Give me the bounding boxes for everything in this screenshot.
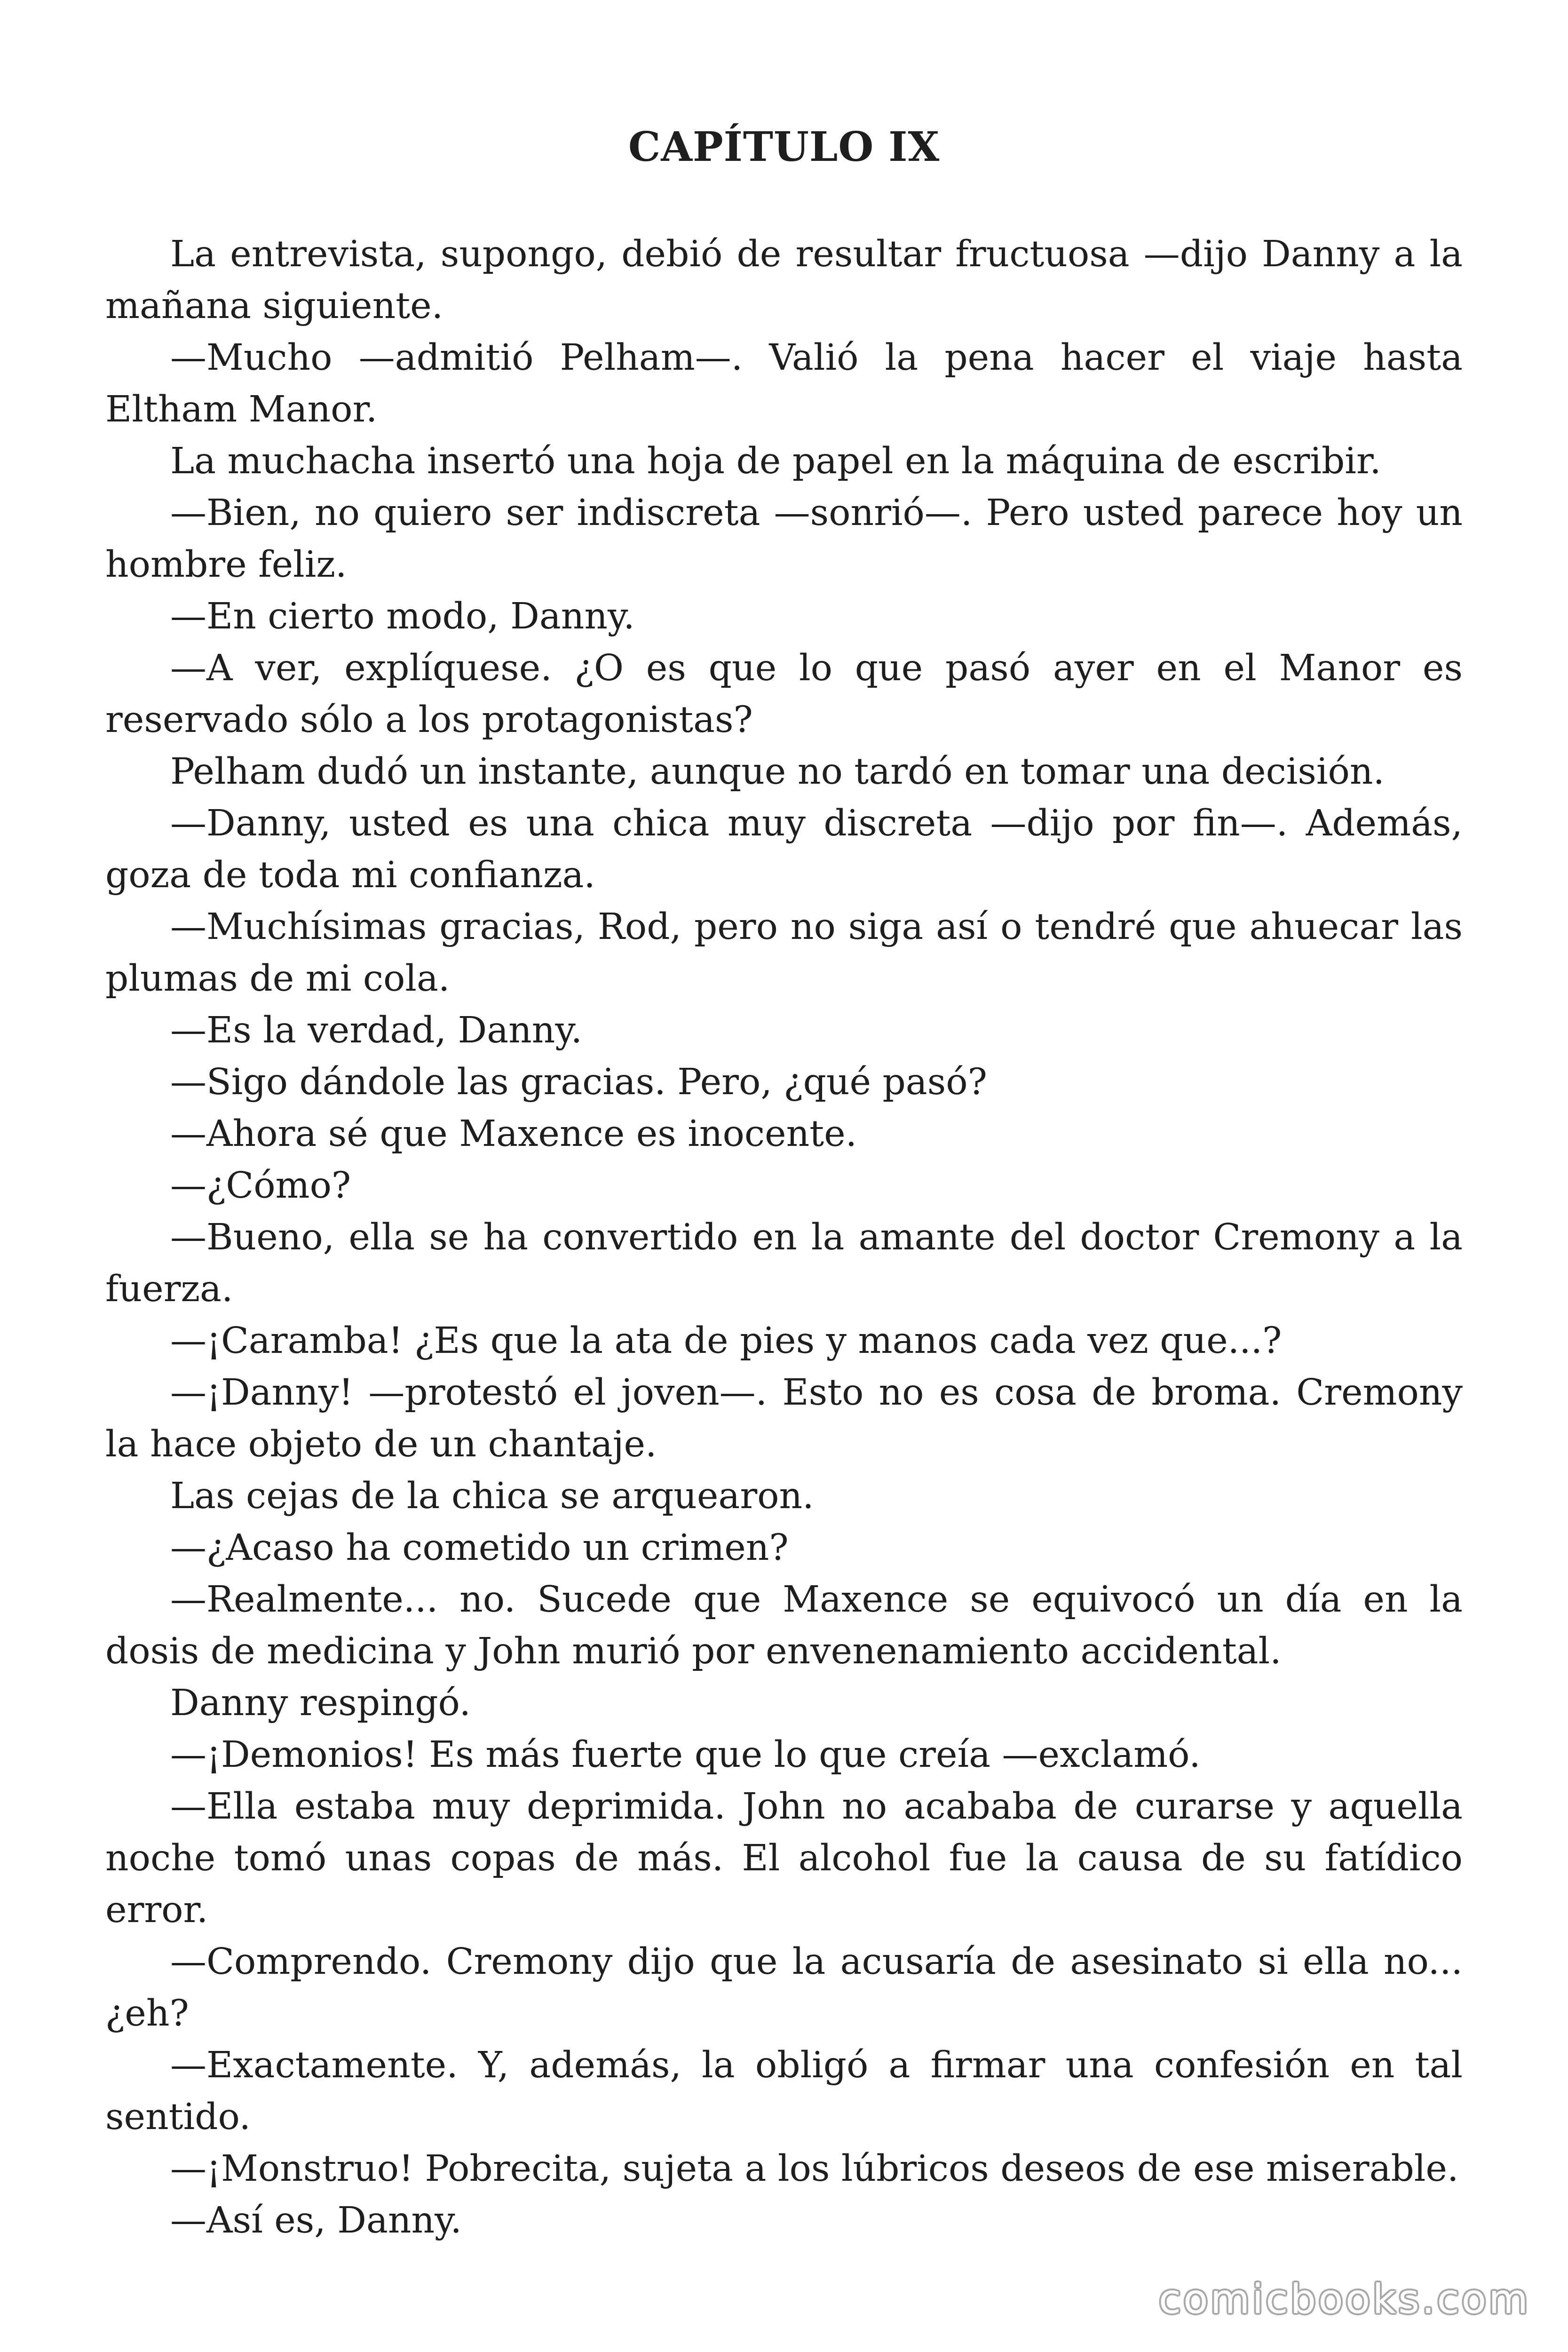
paragraph: —Mucho —admitió Pelham—. Valió la pena hacer el viaje hasta Eltham Manor. xyxy=(105,337,1463,430)
paragraph: —¡Caramba! ¿Es que la ata de pies y manos cada vez que...? xyxy=(170,1320,1282,1362)
chapter-title: CAPÍTULO IX xyxy=(628,123,940,171)
paragraph: —¿Acaso ha cometido un crimen? xyxy=(170,1527,789,1569)
paragraph: —¡Demonios! Es más fuerte que lo que creía —exclamó. xyxy=(170,1734,1201,1776)
paragraph: —Sigo dándole las gracias. Pero, ¿qué pasó? xyxy=(170,1061,987,1103)
paragraph: —¿Cómo? xyxy=(170,1165,351,1207)
paragraph: —Ahora sé que Maxence es inocente. xyxy=(170,1113,857,1155)
paragraph: —Danny, usted es una chica muy discreta —dijo por fin—. Además, goza de toda mi confianza. xyxy=(105,803,1463,896)
paragraph: —Exactamente. Y, además, la obligó a firmar una confesión en tal sentido. xyxy=(105,2044,1463,2138)
paragraph: —¡Monstruo! Pobrecita, sujeta a los lúbricos deseos de ese miserable. xyxy=(170,2148,1459,2190)
watermark-logo: comicbooks.com xyxy=(1158,2276,1530,2323)
paragraph: —Ella estaba muy deprimida. John no acababa de curarse y aquella noche tomó unas copas de más. El alcohol fue la causa de su fatídico error. xyxy=(105,1786,1463,1931)
paragraph: Pelham dudó un instante, aunque no tardó en tomar una decisión. xyxy=(170,751,1385,793)
paragraph: —Muchísimas gracias, Rod, pero no siga así o tendré que ahuecar las plumas de mi cola. xyxy=(105,906,1463,1000)
chapter-body xyxy=(105,229,1463,2247)
paragraph: La entrevista, supongo, debió de resultar fructuosa —dijo Danny a la mañana siguiente. xyxy=(105,233,1463,327)
paragraph: —En cierto modo, Danny. xyxy=(170,596,635,637)
paragraph: —Así es, Danny. xyxy=(170,2200,462,2241)
paragraph: —Bien, no quiero ser indiscreta —sonrió—. Pero usted parece hoy un hombre feliz. xyxy=(105,492,1463,586)
paragraph: —Bueno, ella se ha convertido en la amante del doctor Cremony a la fuerza. xyxy=(105,1216,1463,1310)
paragraph: Danny respingó. xyxy=(170,1682,471,1724)
book-page xyxy=(105,121,1463,2247)
paragraph: Las cejas de la chica se arquearon. xyxy=(170,1475,814,1517)
paragraph: —¡Danny! —protestó el joven—. Esto no es cosa de broma. Cremony la hace objeto de un chantaje. xyxy=(105,1372,1463,1465)
paragraph: —Comprendo. Cremony dijo que la acusaría de asesinato si ella no... ¿eh? xyxy=(105,1941,1463,2034)
paragraph: —Es la verdad, Danny. xyxy=(170,1009,583,1051)
paragraph: La muchacha insertó una hoja de papel en la máquina de escribir. xyxy=(170,440,1381,482)
paragraph: —Realmente... no. Sucede que Maxence se equivocó un día en la dosis de medicina y John murió por envenenamiento accidental. xyxy=(105,1579,1463,1672)
paragraph: —A ver, explíquese. ¿O es que lo que pasó ayer en el Manor es reservado sólo a los protagonistas? xyxy=(105,647,1463,741)
